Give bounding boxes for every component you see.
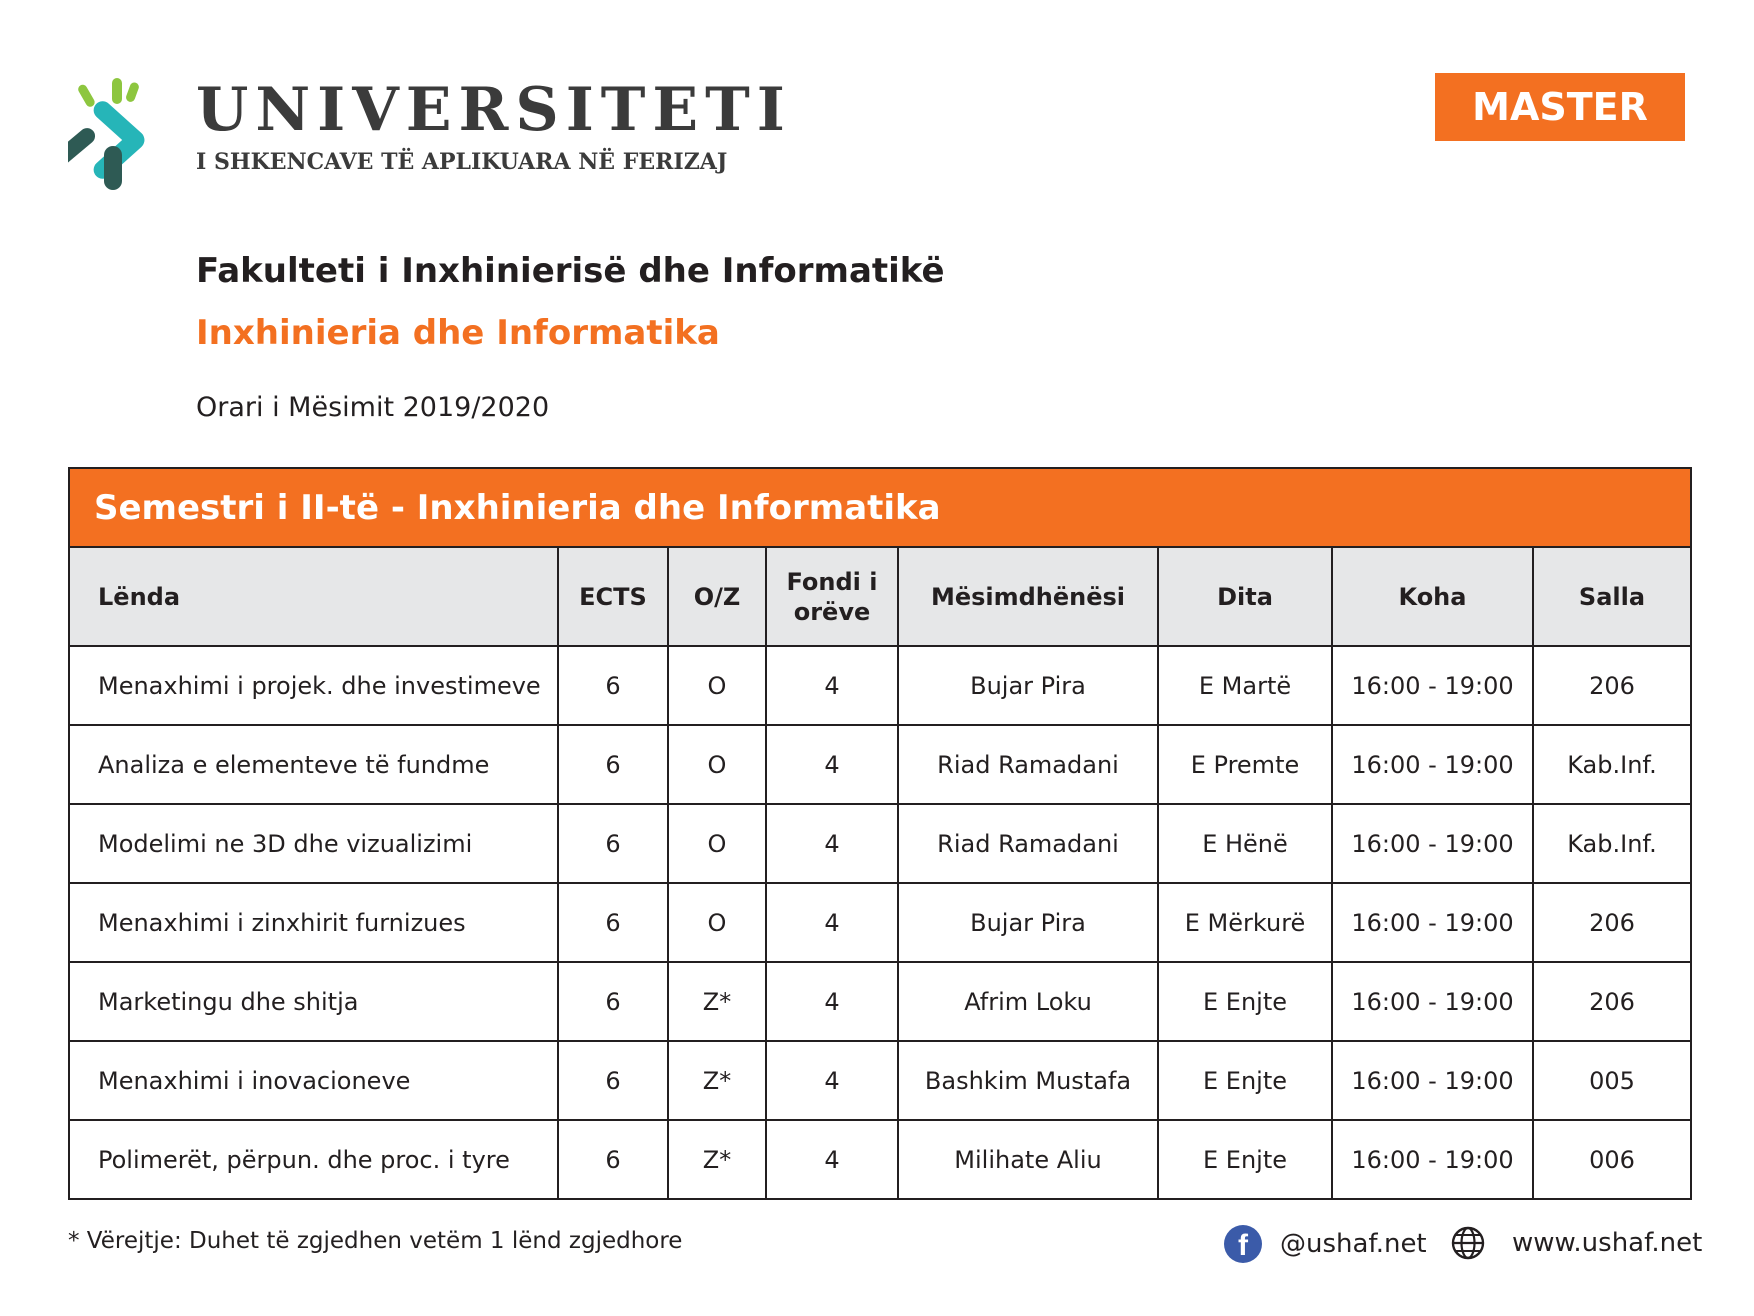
cell-teacher: Milihate Aliu [898,1120,1158,1198]
semester-title: Semestri i II-të - Inxhinieria dhe Informatika [70,469,1690,548]
cell-subject: Marketingu dhe shitja [70,962,558,1041]
cell-day: E Hënë [1158,804,1332,883]
cell-ects: 6 [558,1041,668,1120]
table-row [70,883,1690,962]
cell-room: Kab.Inf. [1533,804,1690,883]
cell-day: E Martë [1158,646,1332,725]
cell-type: Z* [668,1120,766,1198]
cell-day: E Enjte [1158,1041,1332,1120]
header-room: Salla [1533,548,1690,646]
cell-time: 16:00 - 19:00 [1332,646,1533,725]
cell-subject: Menaxhimi i inovacioneve [70,1041,558,1120]
cell-subject: Modelimi ne 3D dhe vizualizimi [70,804,558,883]
cell-ects: 6 [558,646,668,725]
cell-time: 16:00 - 19:00 [1332,1120,1533,1198]
cell-teacher: Bashkim Mustafa [898,1041,1158,1120]
cell-type: O [668,883,766,962]
cell-teacher: Afrim Loku [898,962,1158,1041]
table-row [70,804,1690,883]
schedule-year: Orari i Mësimit 2019/2020 [196,392,550,423]
cell-day: E Enjte [1158,962,1332,1041]
header-hours [766,548,898,646]
faculty-title: Fakulteti i Inxhinierisë dhe Informatikë [196,251,945,291]
header-type: O/Z [668,548,766,646]
logo-title: UNIVERSITETI [196,75,792,145]
website-url: www.ushaf.net [1512,1228,1703,1258]
cell-type: O [668,804,766,883]
cell-ects: 6 [558,883,668,962]
cell-hours: 4 [766,883,898,962]
cell-teacher: Bujar Pira [898,883,1158,962]
facebook-link[interactable] [1224,1225,1427,1263]
footnote: * Vërejtje: Duhet të zgjedhen vetëm 1 lënd zgjedhore [68,1228,683,1254]
cell-subject: Analiza e elementeve të fundme [70,725,558,804]
cell-room: 206 [1533,883,1690,962]
header-teacher: Mësimdhënësi [898,548,1158,646]
facebook-handle: @ushaf.net [1280,1229,1427,1259]
header-hours-line1: Fondi i [786,567,878,596]
program-title: Inxhinieria dhe Informatika [196,313,720,353]
cell-room: 206 [1533,646,1690,725]
cell-hours: 4 [766,1120,898,1198]
table-row [70,646,1690,725]
cell-time: 16:00 - 19:00 [1332,1041,1533,1120]
table-row [70,962,1690,1041]
cell-teacher: Riad Ramadani [898,725,1158,804]
cell-time: 16:00 - 19:00 [1332,804,1533,883]
facebook-icon: f [1224,1225,1262,1263]
cell-hours: 4 [766,1041,898,1120]
cell-day: E Mërkurë [1158,883,1332,962]
header-row [70,548,1690,646]
master-badge: MASTER [1435,73,1685,141]
cell-type: O [668,725,766,804]
cell-time: 16:00 - 19:00 [1332,883,1533,962]
cell-hours: 4 [766,962,898,1041]
cell-room: 206 [1533,962,1690,1041]
table-row [70,725,1690,804]
cell-hours: 4 [766,646,898,725]
table-row [70,1120,1690,1198]
timetable [68,467,1692,1200]
cell-hours: 4 [766,804,898,883]
website-link[interactable] [1450,1225,1702,1261]
cell-type: O [668,646,766,725]
header-hours-line2: orëve [793,597,871,626]
cell-day: E Enjte [1158,1120,1332,1198]
table-row [70,1041,1690,1120]
cell-teacher: Bujar Pira [898,646,1158,725]
header-time: Koha [1332,548,1533,646]
cell-subject: Menaxhimi i zinxhirit furnizues [70,883,558,962]
cell-day: E Premte [1158,725,1332,804]
header-subject: Lënda [70,548,558,646]
logo-subtitle: I SHKENCAVE TË APLIKUARA NË FERIZAJ [196,149,728,175]
cell-ects: 6 [558,804,668,883]
university-logo-icon [68,72,172,192]
cell-subject: Polimerët, përpun. dhe proc. i tyre [70,1120,558,1198]
cell-ects: 6 [558,962,668,1041]
header-day: Dita [1158,548,1332,646]
cell-type: Z* [668,962,766,1041]
schedule-table [70,548,1690,1198]
cell-hours: 4 [766,725,898,804]
cell-teacher: Riad Ramadani [898,804,1158,883]
header-ects: ECTS [558,548,668,646]
cell-room: 006 [1533,1120,1690,1198]
cell-time: 16:00 - 19:00 [1332,962,1533,1041]
cell-ects: 6 [558,725,668,804]
cell-time: 16:00 - 19:00 [1332,725,1533,804]
cell-room: Kab.Inf. [1533,725,1690,804]
cell-subject: Menaxhimi i projek. dhe investimeve [70,646,558,725]
cell-room: 005 [1533,1041,1690,1120]
cell-ects: 6 [558,1120,668,1198]
cell-type: Z* [668,1041,766,1120]
globe-icon [1450,1225,1486,1261]
